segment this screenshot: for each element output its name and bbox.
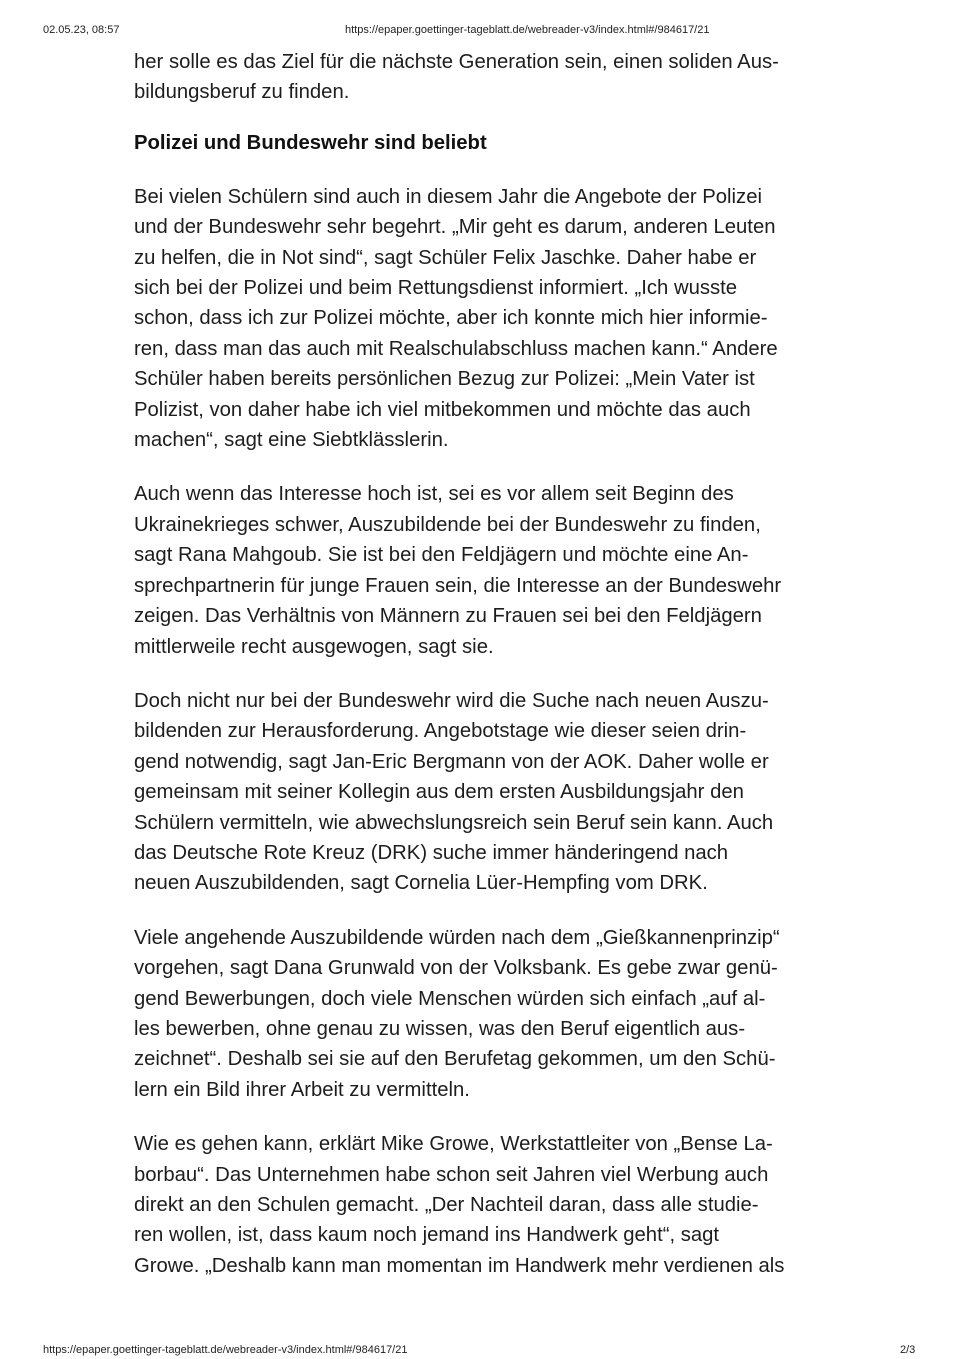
paragraph: Bei vielen Schülern sind auch in diesem Jahr die Angebote der Polizei und der Bundeswehr sehr begehrt. „Mir geht es darum, anderen Leuten zu helfen, die in Not sind“, sagt Schüler Felix Jaschke. Daher habe er sich bei der Polizei und beim Rettungsdienst informiert. „Ich wusste schon, dass ich zur Polizei möchte, aber ich konnte mich hier informie- ren, dass man das auch mit Realschulabschluss machen kann.“ Andere Schüler haben bereits persönlichen Bezug zur Polizei: „Mein Vater ist Polizist, von daher habe ich viel mitbekommen und möchte das auch machen“, sagt eine Siebtklässlerin.: [134, 185, 778, 452]
print-url: https://epaper.goettinger-tageblatt.de/webreader-v3/index.html#/984617/21: [345, 24, 710, 36]
print-header: [0, 0, 960, 36]
paragraph: Wie es gehen kann, erklärt Mike Growe, Werkstattleiter von „Bense La- borbau“. Das Unternehmen habe schon seit Jahren viel Werbung auch direkt an den Schulen gemacht. „Der Nachteil daran, dass alle studie- ren wollen, ist, dass kaum noch jemand ins Handwerk geht“, sagt Growe. „Deshalb kann man momentan im Handwerk mehr verdienen als: [134, 1133, 785, 1277]
print-date: 02.05.23, 08:57: [43, 24, 120, 36]
page-number: 2/3: [900, 1344, 916, 1356]
print-footer: [0, 1338, 960, 1358]
article-body: [134, 47, 834, 1305]
paragraph: Auch wenn das Interesse hoch ist, sei es vor allem seit Beginn des Ukrainekrieges schwer, Auszubildende bei der Bundeswehr zu finden, sagt Rana Mahgoub. Sie ist bei den Feldjägern und möchte eine An- sprechpartnerin für junge Frauen sein, die Interesse an der Bundeswehr zeigen. Das Verhältnis von Männern zu Frauen sei bei den Feldjägern mittlerweile recht ausgewogen, sagt sie.: [134, 483, 782, 658]
subheading: Polizei und Bundeswehr sind beliebt: [134, 131, 487, 154]
lead-paragraph: her solle es das Ziel für die nächste Generation sein, einen soliden Aus- bildungsberuf zu finden.: [134, 51, 779, 104]
paragraph: Doch nicht nur bei der Bundeswehr wird die Suche nach neuen Auszu- bildenden zur Herausforderung. Angebotstage wie dieser seien drin- gend notwendig, sagt Jan-Eric Bergmann von der AOK. Daher wolle er gemeinsam mit seiner Kollegin aus dem ersten Ausbildungsjahr den Schülern vermitteln, wie abwechslungsreich sein Beruf sein kann. Auch das Deutsche Rote Kreuz (DRK) suche immer händeringend nach neuen Auszubildenden, sagt Cornelia Lüer-Hempfing vom DRK.: [134, 689, 774, 895]
footer-url: https://epaper.goettinger-tageblatt.de/webreader-v3/index.html#/984617/21: [43, 1344, 408, 1356]
paragraph: Viele angehende Auszubildende würden nach dem „Gießkannenprinzip“ vorgehen, sagt Dana Grunwald von der Volksbank. Es gebe zwar genü- gend Bewerbungen, doch viele Menschen würden sich einfach „auf al- les bewerben, ohne genau zu wissen, was den Beruf eigentlich aus- zeichnet“. Deshalb sei sie auf den Berufetag gekommen, um den Schü- lern ein Bild ihrer Arbeit zu vermitteln.: [134, 926, 780, 1101]
